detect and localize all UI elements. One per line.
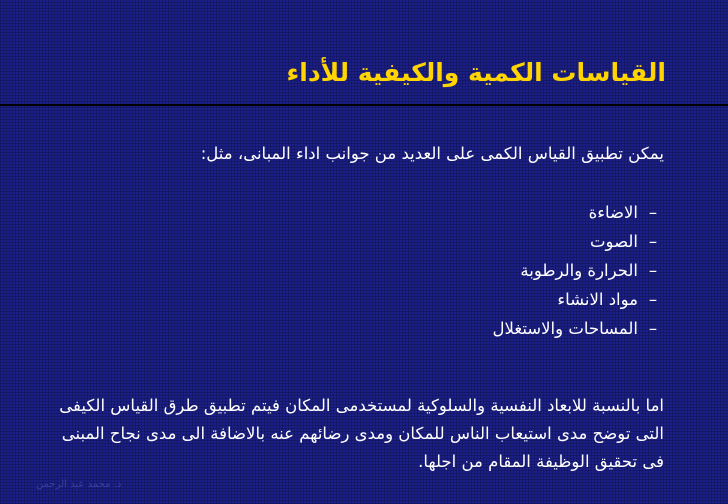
list-item-label: الاضاءة bbox=[588, 203, 638, 222]
bullet-dash: – bbox=[648, 203, 658, 222]
list-item bbox=[364, 227, 664, 256]
list-item-label: الحرارة والرطوبة bbox=[520, 261, 638, 280]
bullet-dash: – bbox=[648, 261, 658, 280]
slide-title: القياسات الكمية والكيفية للأداء bbox=[286, 58, 666, 87]
list-item-label: الصوت bbox=[590, 232, 638, 251]
footer-text: د. محمد عبد الرحمن bbox=[36, 479, 122, 490]
bullet-list bbox=[364, 198, 664, 343]
bullet-dash: – bbox=[648, 290, 658, 309]
list-item bbox=[364, 285, 664, 314]
list-item bbox=[364, 256, 664, 285]
list-item bbox=[364, 198, 664, 227]
title-divider bbox=[0, 104, 728, 106]
list-item bbox=[364, 314, 664, 343]
intro-paragraph: يمكن تطبيق القياس الكمى على العديد من جوانب اداء المبانى، مثل: bbox=[200, 144, 664, 163]
closing-paragraph: اما بالنسبة للابعاد النفسية والسلوكية لمستخدمى المكان فيتم تطبيق طرق القياس الكيفى التى توضح مدى استيعاب الناس للمكان ومدى رضائهم عنه بالاضافة الى مدى نجاح المبنى فى تحقيق الوظيفة المقام من اجلها. bbox=[59, 396, 664, 471]
list-item-label: المساحات والاستغلال bbox=[492, 319, 638, 338]
bullet-dash: – bbox=[648, 232, 658, 251]
bullet-dash: – bbox=[648, 319, 658, 338]
list-item-label: مواد الانشاء bbox=[557, 290, 638, 309]
